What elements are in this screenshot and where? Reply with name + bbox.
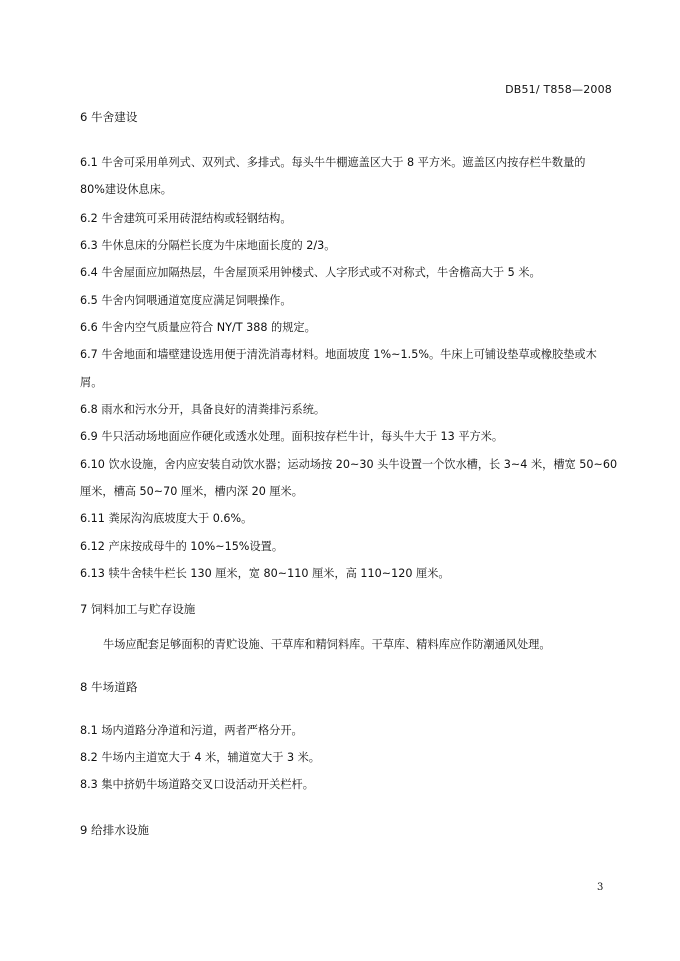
section-7-paragraph: 牛场应配套足够面积的青贮设施、干草库和精饲料库。干草库、精料库应作防潮通风处理。 xyxy=(103,638,551,651)
clause-6-8: 6.8 雨水和污水分开，具备良好的清粪排污系统。 xyxy=(80,403,326,416)
standard-code: DB51/ T858—2008 xyxy=(505,83,612,96)
clause-8-2: 8.2 牛场内主道宽大于 4 米，辅道宽大于 3 米。 xyxy=(80,751,320,764)
clause-6-5: 6.5 牛舍内饲喂通道宽度应满足饲喂操作。 xyxy=(80,294,292,307)
clause-6-4: 6.4 牛舍屋面应加隔热层，牛舍屋顶采用钟楼式、人字形式或不对称式，牛舍檐高大于 5 米。 xyxy=(80,266,541,279)
clause-6-7-line-1: 6.7 牛舍地面和墙壁建设选用便于清洗消毒材料。地面坡度 1%~1.5%。牛床上可铺设垫草或橡胶垫或木 xyxy=(80,348,597,361)
section-6-heading: 6 牛舍建设 xyxy=(80,110,138,124)
clause-6-10-line-2: 厘米，槽高 50~70 厘米，槽内深 20 厘米。 xyxy=(80,485,303,498)
clause-6-7-line-2: 屑。 xyxy=(80,376,103,389)
clause-6-1-line-2: 80%建设休息床。 xyxy=(80,183,172,196)
section-7-heading: 7 饲料加工与贮存设施 xyxy=(80,602,196,616)
clause-8-1: 8.1 场内道路分净道和污道，两者严格分开。 xyxy=(80,724,303,737)
clause-6-13: 6.13 犊牛舍犊牛栏长 130 厘米，宽 80~110 厘米，高 110~120 厘米。 xyxy=(80,567,450,580)
clause-6-10-line-1: 6.10 饮水设施，舍内应安装自动饮水器；运动场按 20~30 头牛设置一个饮水槽，长 3~4 米，槽宽 50~60 xyxy=(80,458,618,471)
section-9-heading: 9 给排水设施 xyxy=(80,823,150,837)
clause-6-11: 6.11 粪尿沟沟底坡度大于 0.6%。 xyxy=(80,512,253,525)
clause-6-12: 6.12 产床按成母牛的 10%~15%设置。 xyxy=(80,540,284,553)
page-number: 3 xyxy=(597,882,604,893)
section-8-heading: 8 牛场道路 xyxy=(80,680,138,694)
clause-6-6: 6.6 牛舍内空气质量应符合 NY/T 388 的规定。 xyxy=(80,321,316,334)
clause-6-2: 6.2 牛舍建筑可采用砖混结构或轻钢结构。 xyxy=(80,212,292,225)
clause-6-3: 6.3 牛休息床的分隔栏长度为牛床地面长度的 2/3。 xyxy=(80,239,336,252)
clause-6-9: 6.9 牛只活动场地面应作硬化或透水处理。面积按存栏牛计，每头牛大于 13 平方米。 xyxy=(80,430,504,443)
clause-8-3: 8.3 集中挤奶牛场道路交叉口设活动开关栏杆。 xyxy=(80,778,314,791)
clause-6-1-line-1: 6.1 牛舍可采用单列式、双列式、多排式。每头牛牛棚遮盖区大于 8 平方米。遮盖区内按存栏牛数量的 xyxy=(80,156,586,169)
